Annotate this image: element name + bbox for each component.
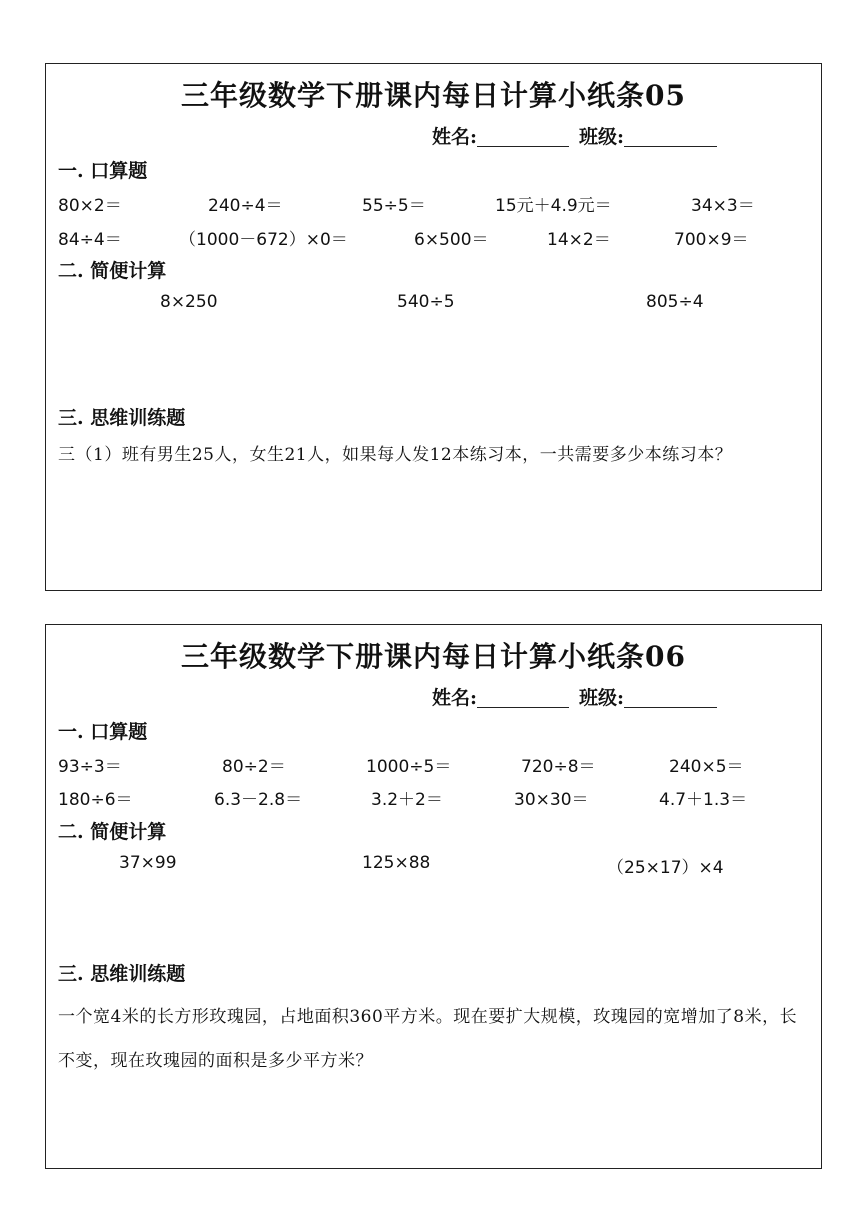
section-oral-heading: 一. 口算题 — [58, 160, 148, 182]
oral-item: 34×3＝ — [691, 196, 755, 216]
section-simplify-heading: 二. 简便计算 — [58, 260, 167, 282]
name-field — [432, 122, 569, 149]
section-thinking-heading: 三. 思维训练题 — [58, 963, 186, 985]
oral-item: 720÷8＝ — [521, 757, 596, 777]
name-blank[interactable] — [477, 689, 569, 708]
oral-item: 700×9＝ — [674, 230, 749, 250]
worksheet-card-06 — [45, 624, 822, 1169]
oral-item: （1000－672）×0＝ — [179, 230, 348, 250]
section-oral-heading: 一. 口算题 — [58, 721, 148, 743]
oral-item: 6×500＝ — [414, 230, 489, 250]
oral-item: 240×5＝ — [669, 757, 744, 777]
name-blank[interactable] — [477, 128, 569, 147]
name-field — [432, 683, 569, 710]
class-blank[interactable] — [624, 128, 717, 147]
oral-item: 55÷5＝ — [362, 196, 426, 216]
simplify-item: 37×99 — [119, 853, 177, 873]
class-label: 班级: — [579, 687, 625, 709]
simplify-item: 805÷4 — [646, 292, 704, 312]
oral-item: 80×2＝ — [58, 196, 122, 216]
oral-item: 180÷6＝ — [58, 790, 133, 810]
worksheet-card-05 — [45, 63, 822, 591]
oral-item: 93÷3＝ — [58, 757, 122, 777]
oral-item: 4.7＋1.3＝ — [659, 790, 748, 810]
class-field — [579, 683, 717, 710]
simplify-item: 8×250 — [160, 292, 218, 312]
section-simplify-heading: 二. 简便计算 — [58, 821, 167, 843]
oral-item: 30×30＝ — [514, 790, 589, 810]
simplify-item: 125×88 — [362, 853, 431, 873]
class-blank[interactable] — [624, 689, 717, 708]
section-thinking-heading: 三. 思维训练题 — [58, 407, 186, 429]
word-problem: 一个宽4米的长方形玫瑰园，占地面积360平方米。现在要扩大规模，玫瑰园的宽增加了8米，长不变，现在玫瑰园的面积是多少平方米？ — [58, 1007, 798, 1071]
oral-item: 6.3－2.8＝ — [214, 790, 303, 810]
oral-item: 14×2＝ — [547, 230, 611, 250]
oral-item: 80÷2＝ — [222, 757, 286, 777]
oral-item: 15元＋4.9元＝ — [495, 196, 612, 216]
word-problem: 三（1）班有男生25人，女生21人，如果每人发12本练习本，一共需要多少本练习本？ — [58, 445, 733, 465]
class-label: 班级: — [579, 126, 625, 148]
oral-item: 3.2＋2＝ — [371, 790, 443, 810]
simplify-item: （25×17）×4 — [607, 858, 724, 878]
worksheet-title: 三年级数学下册课内每日计算小纸条06 — [181, 640, 686, 673]
worksheet-title: 三年级数学下册课内每日计算小纸条05 — [181, 79, 686, 112]
oral-item: 84÷4＝ — [58, 230, 122, 250]
oral-item: 1000÷5＝ — [366, 757, 452, 777]
name-label: 姓名: — [432, 687, 478, 709]
simplify-item: 540÷5 — [397, 292, 455, 312]
oral-item: 240÷4＝ — [208, 196, 283, 216]
class-field — [579, 122, 717, 149]
name-label: 姓名: — [432, 126, 478, 148]
